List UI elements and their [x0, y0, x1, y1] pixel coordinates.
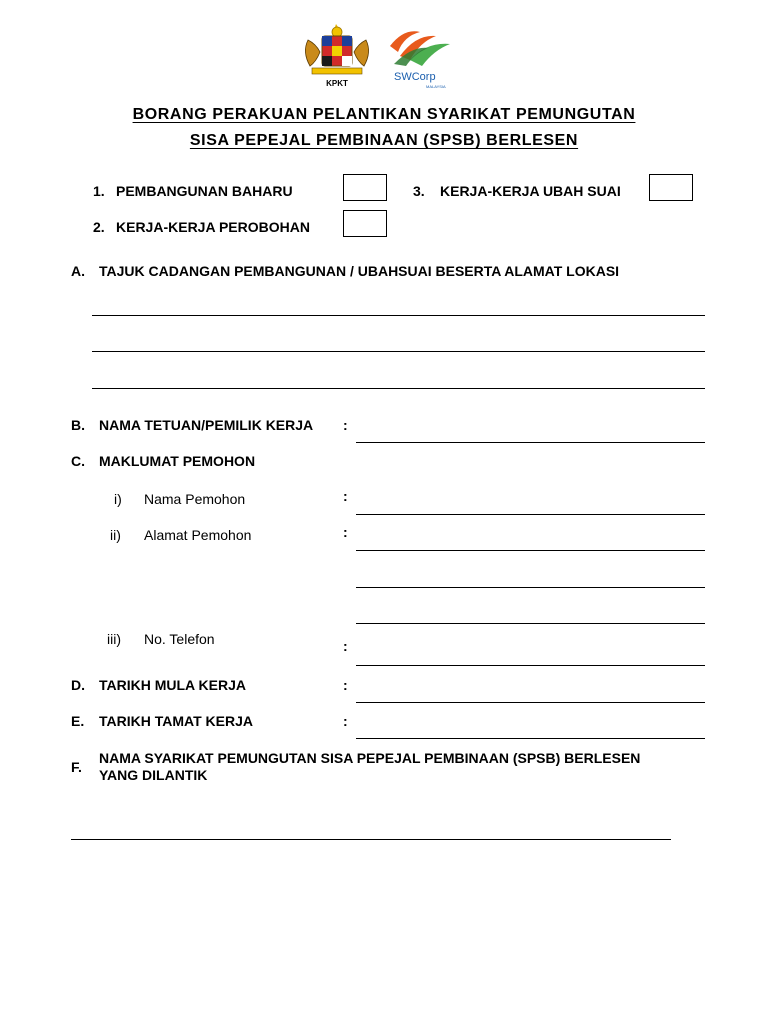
- applicant-address-label: Alamat Pemohon: [144, 527, 252, 543]
- applicant-phone-number: iii): [107, 631, 121, 647]
- work-type-1-number: 1.: [93, 183, 105, 199]
- applicant-phone-label: No. Telefon: [144, 631, 215, 647]
- section-b-colon: :: [343, 417, 348, 433]
- applicant-name-number: i): [114, 491, 122, 507]
- applicant-name-colon: :: [343, 488, 348, 504]
- work-type-3-number: 3.: [413, 183, 425, 199]
- section-b-label: NAMA TETUAN/PEMILIK KERJA: [99, 417, 314, 433]
- section-d-colon: :: [343, 677, 348, 693]
- work-type-3-label: KERJA-KERJA UBAH SUAI: [440, 183, 621, 199]
- applicant-address-field-3[interactable]: [356, 623, 705, 624]
- work-type-2-label: KERJA-KERJA PEROBOHAN: [116, 219, 310, 235]
- work-type-3-checkbox[interactable]: [649, 174, 693, 201]
- applicant-address-field-2[interactable]: [356, 587, 705, 588]
- work-type-1-checkbox[interactable]: [343, 174, 387, 201]
- section-e-colon: :: [343, 713, 348, 729]
- applicant-address-number: ii): [110, 527, 121, 543]
- section-f-label-line-1: NAMA SYARIKAT PEMUNGUTAN SISA PEPEJAL PEMBINAAN (SPSB) BERLESEN: [99, 750, 641, 766]
- section-a-letter: A.: [71, 263, 85, 279]
- section-a-answer-line-1[interactable]: [92, 315, 705, 316]
- work-type-2-number: 2.: [93, 219, 105, 235]
- applicant-address-colon: :: [343, 524, 348, 540]
- applicant-phone-field[interactable]: [356, 665, 705, 666]
- section-b-letter: B.: [71, 417, 85, 433]
- section-a-answer-line-3[interactable]: [92, 388, 705, 389]
- kpkt-label: KPKT: [326, 79, 348, 88]
- owner-name-field[interactable]: [356, 442, 705, 443]
- header-logos: [298, 22, 458, 92]
- swcorp-sub-label: MALAYSIA: [426, 84, 446, 89]
- section-d-letter: D.: [71, 677, 85, 693]
- work-type-1-label: PEMBANGUNAN BAHARU: [116, 183, 293, 199]
- section-a-label: TAJUK CADANGAN PEMBANGUNAN / UBAHSUAI BESERTA ALAMAT LOKASI: [99, 263, 620, 279]
- section-f-label-line-2: YANG DILANTIK: [99, 767, 208, 783]
- kpkt-coat-of-arms-icon: [298, 22, 458, 92]
- work-type-2-checkbox[interactable]: [343, 210, 387, 237]
- start-date-field[interactable]: [356, 702, 705, 703]
- section-e-label: TARIKH TAMAT KERJA: [99, 713, 253, 729]
- section-a-answer-line-2[interactable]: [92, 351, 705, 352]
- applicant-phone-colon: :: [343, 638, 348, 654]
- applicant-address-field-1[interactable]: [356, 550, 705, 551]
- form-title-line-1: BORANG PERAKUAN PELANTIKAN SYARIKAT PEMUNGUTAN: [132, 106, 636, 123]
- section-c-letter: C.: [71, 453, 85, 469]
- applicant-name-field[interactable]: [356, 514, 705, 515]
- form-title-line-2: SISA PEPEJAL PEMBINAAN (SPSB) BERLESEN: [189, 132, 579, 149]
- applicant-name-label: Nama Pemohon: [144, 491, 246, 507]
- section-f-letter: F.: [71, 759, 82, 775]
- section-d-label: TARIKH MULA KERJA: [99, 677, 246, 693]
- appointed-company-field[interactable]: [71, 839, 671, 840]
- section-e-letter: E.: [71, 713, 85, 729]
- swcorp-label: SWCorp: [394, 71, 436, 83]
- end-date-field[interactable]: [356, 738, 705, 739]
- section-c-label: MAKLUMAT PEMOHON: [99, 453, 256, 469]
